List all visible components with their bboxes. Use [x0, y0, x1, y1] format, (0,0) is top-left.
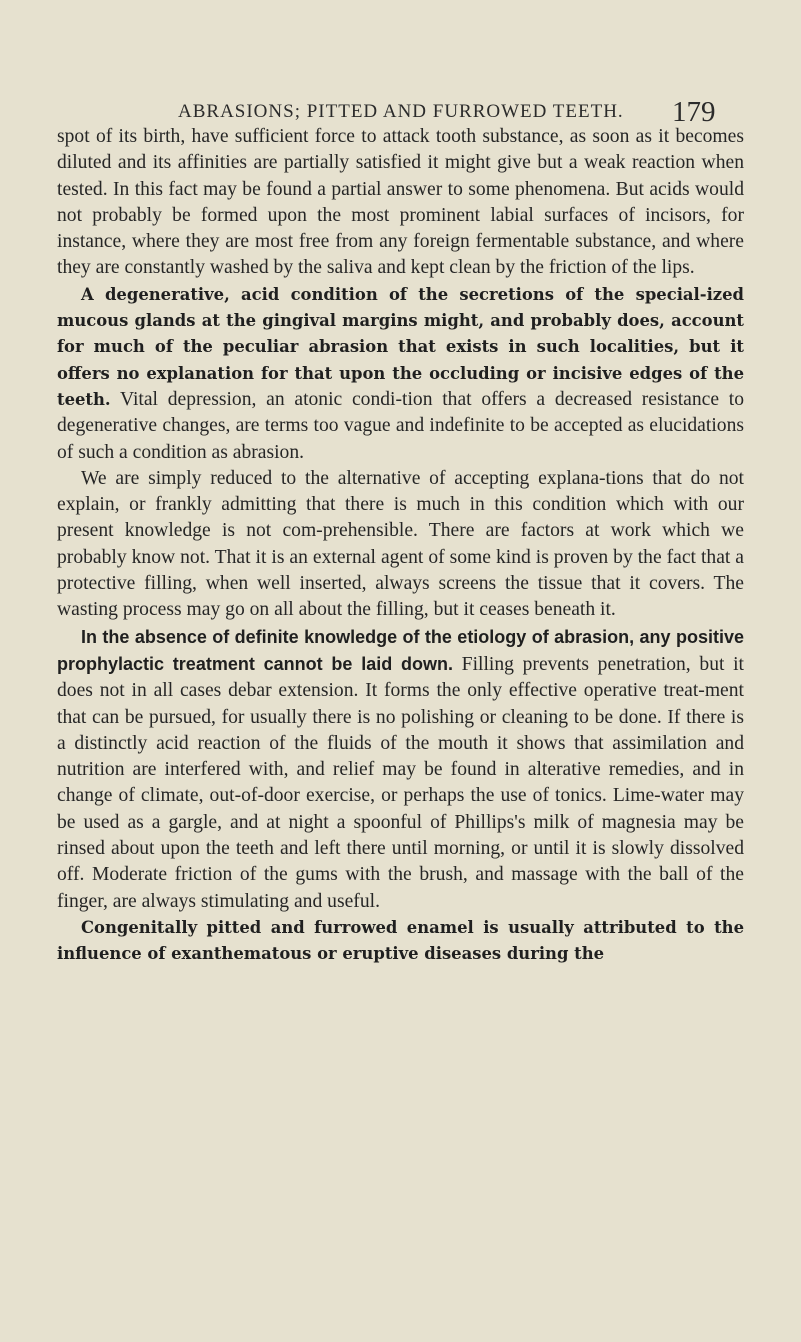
paragraph-2-bold-lead: A degenerative, acid condition of the secretions of the special-ized mucous glands at the gingival margins might, and probably does, account for much of the peculiar abrasion that exists in such localities, but it offers no explanation for that upon the occluding or incisive edges of the teeth.	[57, 284, 744, 409]
paragraph-4-bold-lead: In the absence of definite knowledge of the etiology of abrasion, any positive prophylactic treatment cannot be laid down.	[57, 626, 744, 674]
paragraph-5	[57, 915, 744, 968]
body-text	[57, 124, 744, 968]
paragraph-4-text: Filling prevents penetration, but it does not in all cases debar extension. It forms the only effective operative treat-ment that can be pursued, for usually there is no polishing or cleaning to be done. If there is a distinctly acid reaction of the fluids of the mouth it shows that assimilation and nutrition are interfered with, and relief may be found in alterative remedies, and in change of climate, out-of-door exercise, or perhaps the use of tonics. Lime-water may be used as a gargle, and at night a spoonful of Phillips's milk of magnesia may be rinsed about upon the teeth and left there until morning, or until it is slowly dissolved off. Moderate friction of the gums with the brush, and massage with the ball of the finger, are always stimulating and useful.	[57, 653, 744, 912]
paragraph-1: spot of its birth, have sufficient force to attack tooth substance, as soon as it becomes diluted and its affinities are partially satisfied it might give but a weak reaction when tested. In this fact may be found a partial answer to some phenomena. But acids would not probably be formed upon the most prominent labial surfaces of incisors, for instance, where they are most free from any foreign fermentable substance, and where they are constantly washed by the saliva and kept clean by the friction of the lips.	[57, 126, 744, 279]
paragraph-4	[57, 624, 744, 915]
paragraph-2	[57, 282, 744, 466]
running-head-title: ABRASIONS; PITTED AND FURROWED TEETH.	[178, 101, 624, 122]
paragraph-2-text: Vital depression, an atonic condi-tion that offers a decreased resistance to degenerative changes, are terms too vague and indefinite to be accepted as elucidations of such a condition as abrasion.	[57, 388, 744, 463]
paragraph-3: We are simply reduced to the alternative of accepting explana-tions that do not explain, or frankly admitting that there is much in this condition which with our present knowledge is not com-prehensible. There are factors at work which we probably know not. That it is an external agent of some kind is proven by the fact that a protective filling, when well inserted, always screens the tissue that it covers. The wasting process may go on all about the filling, but it ceases beneath it.	[57, 467, 744, 621]
paragraph-5-bold-lead: Congenitally pitted and furrowed enamel is usually attributed to the influence of exanthematous or eruptive diseases during the	[57, 917, 744, 964]
page-number: 179	[672, 96, 716, 128]
